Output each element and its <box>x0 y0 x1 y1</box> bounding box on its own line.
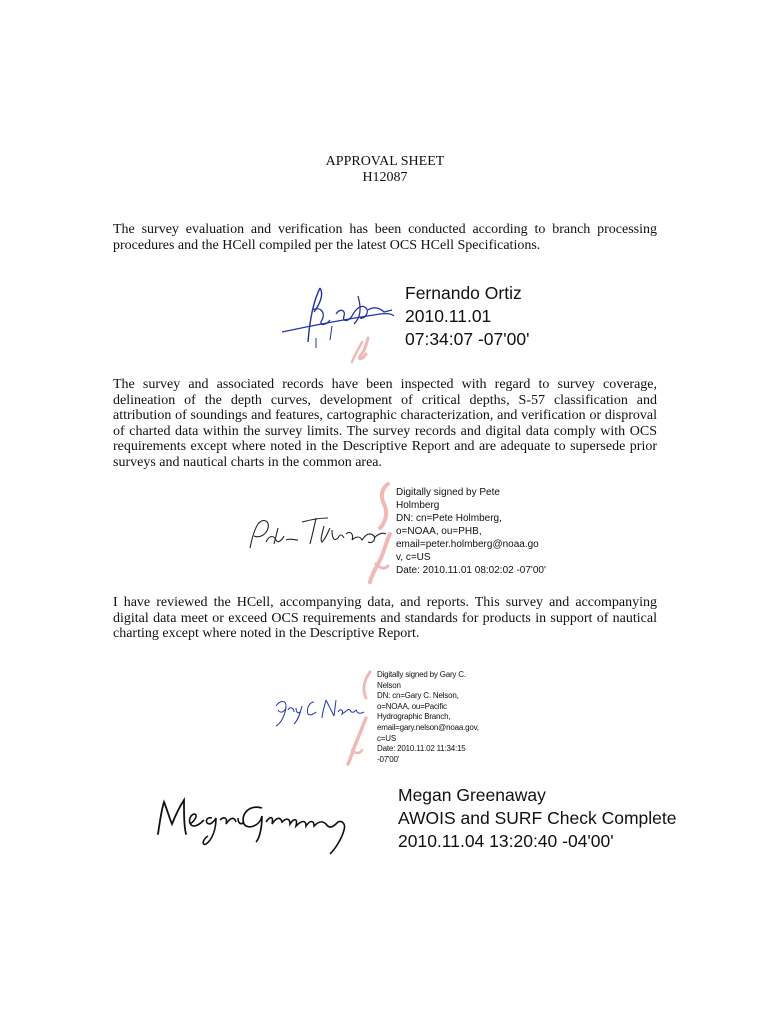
survey-id: H12087 <box>362 170 408 185</box>
sig-line: Date: 2010.11.01 08:02:02 -07'00' <box>396 565 546 576</box>
signature-greenaway-image <box>150 790 370 860</box>
paragraph-inspection: The survey and associated records have been inspected with regard to survey coverage, delineation of the depth curves, development of critical depths, S-57 classification and attribution of soundings and features, cartographic characterization, and verification or disproval of charted data within the survey limits. The survey records and digital data comply with OCS requirements except where noted in the Descriptive Report and are adequate to supersede prior surveys and nautical charts in the common area. <box>113 377 657 470</box>
sign-datetime-greenaway: 2010.11.04 13:20:40 -04'00' <box>398 831 614 851</box>
paragraph-evaluation: The survey evaluation and verification has been conducted according to branch processing procedures and the HCell compiled per the latest OCS HCell Specifications. <box>113 222 657 253</box>
signer-name-ortiz: Fernando Ortiz <box>405 283 522 303</box>
sig-line: DN: cn=Gary C. Nelson, <box>377 691 459 701</box>
page-heading <box>0 154 770 186</box>
sig-line: Holmberg <box>396 500 440 511</box>
signature-nelson-text <box>377 670 479 765</box>
sig-line: -07'00' <box>377 754 400 764</box>
sig-line: Digitally signed by Gary C. <box>377 670 466 679</box>
sign-date-ortiz: 2010.11.01 <box>405 306 492 326</box>
sig-line: DN: cn=Pete Holmberg, <box>396 513 502 524</box>
sig-line: o=NOAA, ou=Pacific <box>377 701 447 711</box>
sign-reason-greenaway: AWOIS and SURF Check Complete <box>398 808 677 828</box>
signature-holmberg-image <box>240 478 400 588</box>
sig-line: Date: 2010.11.02 11:34:15 <box>377 744 466 754</box>
sig-line: email=gary.nelson@noaa.gov, <box>377 722 479 732</box>
sig-line: Nelson <box>377 680 401 690</box>
sig-line: c=US <box>377 733 396 743</box>
signature-nelson-image <box>262 668 380 768</box>
sig-line: Digitally signed by Pete <box>396 487 500 498</box>
sig-line: v, c=US <box>396 552 431 563</box>
signature-ortiz-text <box>405 282 529 351</box>
sign-time-ortiz: 07:34:07 -07'00' <box>405 329 530 349</box>
paragraph-review: I have reviewed the HCell, accompanying data, and reports. This survey and accompanying digital data meet or exceed OCS requirements and standards for products in support of nautical charting except where noted in the Descriptive Report. <box>113 595 657 642</box>
sig-line: email=peter.holmberg@noaa.go <box>396 539 539 550</box>
signature-greenaway-text <box>398 784 676 853</box>
signature-ortiz-image <box>280 280 410 365</box>
sig-line: Hydrographic Branch, <box>377 712 451 722</box>
sig-line: o=NOAA, ou=PHB, <box>396 526 482 537</box>
signature-holmberg-text <box>396 486 546 577</box>
signer-name-greenaway: Megan Greenaway <box>398 785 546 805</box>
approval-sheet-title: APPROVAL SHEET <box>325 154 445 169</box>
